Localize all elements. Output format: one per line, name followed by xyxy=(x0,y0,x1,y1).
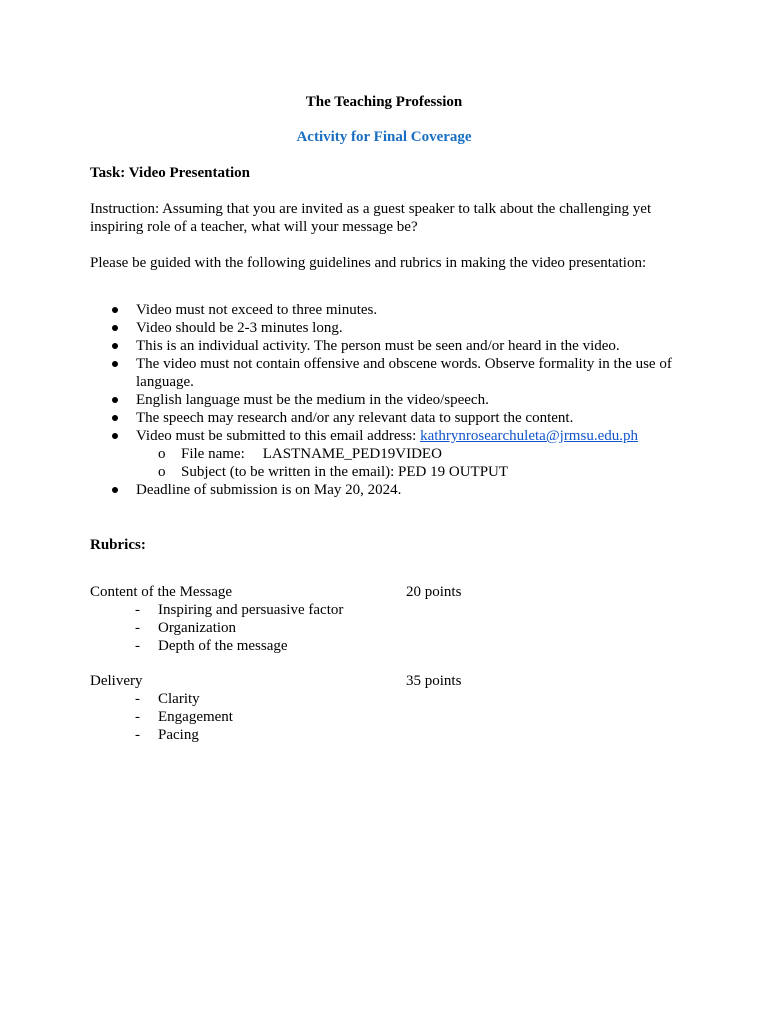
list-item: - Engagement xyxy=(135,709,233,725)
email-link[interactable]: kathrynrosearchuleta@jrmsu.edu.ph xyxy=(420,428,638,444)
rubric-criterion-delivery xyxy=(90,672,590,744)
document-title: The Teaching Profession xyxy=(305,94,463,110)
criterion-points: 20 points xyxy=(406,584,462,600)
instruction-paragraph: Instruction: Assuming that you are invited as a guest speaker to talk about the challenging yet inspiring role of a teacher, what will your message be? xyxy=(90,201,652,235)
criterion-name: Delivery xyxy=(90,673,143,689)
rubrics-heading: Rubrics: xyxy=(90,537,146,553)
list-item: - Inspiring and persuasive factor xyxy=(135,602,344,618)
list-item: Video should be 2-3 minutes long. xyxy=(90,319,690,337)
bullet-icon xyxy=(112,325,118,331)
list-item: This is an individual activity. The person must be seen and/or heard in the video. xyxy=(90,337,690,355)
document-subtitle: Activity for Final Coverage xyxy=(296,129,472,145)
submission-sublist xyxy=(136,445,690,481)
bullet-icon xyxy=(112,433,118,439)
bullet-icon xyxy=(112,343,118,349)
sub-list-item-subject: o Subject (to be written in the email): PED 19 OUTPUT xyxy=(158,464,509,480)
bullet-icon xyxy=(112,415,118,421)
criterion-items xyxy=(90,690,590,744)
list-item-deadline: Deadline of submission is on May 20, 2024. xyxy=(90,481,690,499)
bullet-icon xyxy=(112,487,118,493)
list-item-submission: Video must be submitted to this email address: kathrynrosearchuleta@jrmsu.edu.ph o File name: LASTNAME_PED19VIDEO o Subject (to be written in the email): PED 19 OUTPUT xyxy=(90,427,690,481)
task-heading: Task: Video Presentation xyxy=(90,165,251,181)
list-item: - Depth of the message xyxy=(135,638,288,654)
criterion-name: Content of the Message xyxy=(90,584,233,600)
guidelines-intro: Please be guided with the following guidelines and rubrics in making the video presentation: xyxy=(90,255,647,271)
file-name-value: LASTNAME_PED19VIDEO xyxy=(262,446,442,462)
bullet-icon xyxy=(112,307,118,313)
list-item: English language must be the medium in the video/speech. xyxy=(90,391,690,409)
circle-bullet-icon: o xyxy=(158,464,166,480)
list-item: - Clarity xyxy=(135,691,200,707)
bullet-icon xyxy=(112,361,118,367)
list-item: - Organization xyxy=(135,620,237,636)
circle-bullet-icon: o xyxy=(158,446,166,462)
list-item: - Pacing xyxy=(135,727,199,743)
rubric-criterion-content xyxy=(90,583,590,655)
guidelines-list xyxy=(90,301,690,499)
bullet-icon xyxy=(112,397,118,403)
criterion-items xyxy=(90,601,590,655)
sub-list-item-file-name: o File name: LASTNAME_PED19VIDEO xyxy=(158,446,442,462)
criterion-points: 35 points xyxy=(406,673,462,689)
list-item: The speech may research and/or any relevant data to support the content. xyxy=(90,409,690,427)
list-item: The video must not contain offensive and obscene words. Observe formality in the use of language. xyxy=(90,355,690,391)
list-item: Video must not exceed to three minutes. xyxy=(90,301,690,319)
